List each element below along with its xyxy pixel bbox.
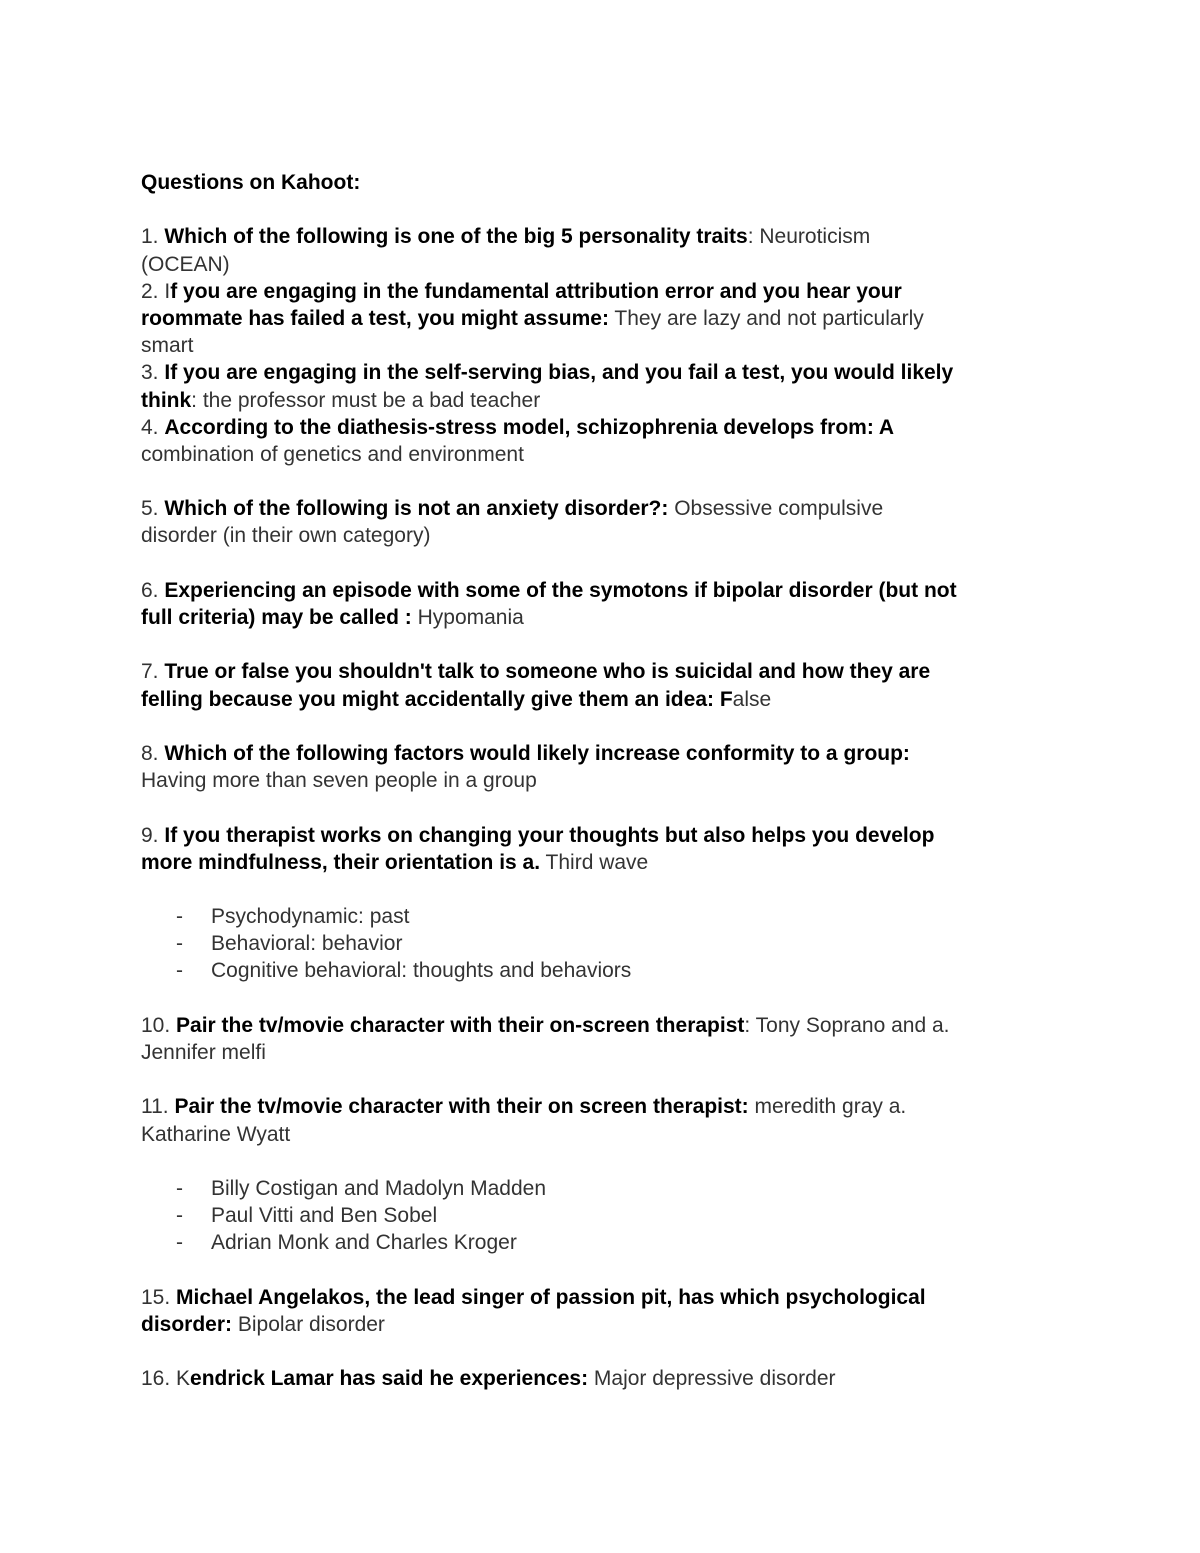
question-text: Questions on Kahoot: — [141, 171, 361, 194]
blank-line — [141, 196, 1081, 223]
answer-text: meredith gray a. — [748, 1095, 907, 1119]
answer-text: They are lazy and not particularly — [608, 306, 924, 330]
text-line — [141, 1012, 1081, 1039]
text-line — [141, 223, 1081, 250]
question-text: Which of the following is one of the big 5 personality traits — [164, 225, 748, 249]
answer-text: smart — [141, 334, 194, 358]
question-text: Which of the following factors would likely increase conformity to a group: — [164, 741, 910, 765]
answer-text: Paul Vitti and Ben Sobel — [211, 1204, 438, 1228]
question-text: If you therapist works on changing your thoughts but also helps you develop — [164, 823, 935, 847]
answer-text: 16. K — [141, 1367, 191, 1391]
answer-text: disorder (in their own category) — [141, 524, 431, 548]
bullet-dash: - — [176, 1204, 183, 1228]
blank-line — [141, 794, 1081, 821]
text-line — [141, 278, 1081, 305]
answer-text: 1. — [141, 225, 165, 249]
text-line — [141, 1093, 1081, 1120]
blank-line — [141, 1257, 1081, 1284]
question-text: Pair the tv/movie character with their on screen therapist: — [174, 1095, 749, 1119]
blank-line — [141, 876, 1081, 903]
answer-text: 10. — [141, 1013, 177, 1037]
answer-text: combination of genetics and environment — [141, 442, 524, 466]
text-line — [141, 1365, 1081, 1392]
answer-text: 3. — [141, 361, 165, 385]
answer-text: Billy Costigan and Madolyn Madden — [211, 1176, 547, 1200]
answer-text: Psychodynamic: past — [211, 905, 410, 929]
bullet-item — [141, 1175, 1081, 1202]
question-text: Which of the following is not an anxiety disorder?: — [164, 497, 669, 521]
blank-line — [141, 550, 1081, 577]
answer-text: 11. — [141, 1095, 175, 1119]
question-text: f you are engaging in the fundamental attribution error and you hear your — [170, 279, 902, 303]
answer-text: 8. — [141, 741, 165, 765]
question-text: Pair the tv/movie character with their on-screen therapist — [176, 1013, 745, 1037]
text-line — [141, 441, 1081, 468]
answer-text: 5. — [141, 497, 165, 521]
text-line — [141, 740, 1081, 767]
question-text: endrick Lamar has said he experiences: — [190, 1367, 589, 1391]
bullet-dash: - — [176, 905, 183, 929]
text-line — [141, 522, 1081, 549]
answer-text: Third wave — [540, 850, 649, 874]
question-text: True or false you shouldn't talk to someone who is suicidal and how they are — [164, 660, 931, 684]
text-line — [141, 169, 1081, 196]
blank-line — [141, 1338, 1081, 1365]
question-text: felling because you might accidentally give them an idea: F — [141, 687, 733, 711]
answer-text: alse — [732, 687, 772, 711]
answer-text: 6. — [141, 578, 165, 602]
answer-text: 7. — [141, 660, 165, 684]
text-line — [141, 414, 1081, 441]
answer-text: Bipolar disorder — [232, 1312, 385, 1336]
bullet-item — [141, 1202, 1081, 1229]
answer-text: Katharine Wyatt — [141, 1122, 291, 1146]
blank-line — [141, 985, 1081, 1012]
text-line — [141, 251, 1081, 278]
answer-text: Adrian Monk and Charles Kroger — [211, 1231, 517, 1255]
answer-text: Jennifer melfi — [141, 1041, 266, 1064]
question-text: If you are engaging in the self-serving bias, and you fail a test, you would likely — [164, 361, 954, 385]
answer-text: 2. I — [141, 279, 171, 303]
question-text: Experiencing an episode with some of the symotons if bipolar disorder (but not — [164, 578, 957, 602]
bullet-dash: - — [176, 1176, 183, 1200]
bullet-item — [141, 930, 1081, 957]
text-line — [141, 1121, 1081, 1148]
text-line — [141, 822, 1081, 849]
answer-text: : Tony Soprano and a. — [744, 1013, 950, 1037]
question-text: disorder: — [141, 1312, 233, 1336]
text-line — [141, 658, 1081, 685]
bullet-dash: - — [176, 1231, 183, 1255]
answer-text: Major depressive disorder — [588, 1367, 836, 1391]
blank-line — [141, 631, 1081, 658]
blank-line — [141, 468, 1081, 495]
text-line — [141, 849, 1081, 876]
text-line — [141, 1039, 1081, 1066]
text-line — [141, 686, 1081, 713]
text-line — [141, 332, 1081, 359]
answer-text: (OCEAN) — [141, 252, 230, 276]
bullet-item — [141, 1229, 1081, 1256]
answer-text: Hypomania — [411, 606, 524, 629]
bullet-item — [141, 957, 1081, 984]
bullet-dash: - — [176, 959, 183, 983]
text-line — [141, 577, 1081, 604]
question-text: more mindfulness, their orientation is a. — [141, 850, 541, 874]
blank-line — [141, 1148, 1081, 1175]
answer-text: Cognitive behavioral: thoughts and behaviors — [211, 959, 632, 983]
text-line — [141, 305, 1081, 332]
text-line — [141, 387, 1081, 414]
answer-text: 4. — [141, 415, 165, 439]
blank-line — [141, 1066, 1081, 1093]
text-line — [141, 767, 1081, 794]
answer-text: : the professor must be a bad teacher — [191, 388, 541, 412]
answer-text: 9. — [141, 823, 165, 847]
document-body — [141, 169, 1081, 1392]
text-line — [141, 1284, 1081, 1311]
bullet-item — [141, 903, 1081, 930]
answer-text: Having more than seven people in a group — [141, 769, 537, 793]
answer-text: Behavioral: behavior — [211, 932, 403, 956]
text-line — [141, 1311, 1081, 1338]
answer-text: 15. — [141, 1285, 177, 1309]
text-line — [141, 604, 1081, 631]
question-text: full criteria) may be called : — [141, 606, 412, 629]
question-text: Michael Angelakos, the lead singer of passion pit, has which psychological — [176, 1285, 926, 1309]
text-line — [141, 495, 1081, 522]
blank-line — [141, 713, 1081, 740]
question-text: think — [141, 388, 192, 412]
bullet-dash: - — [176, 932, 183, 956]
question-text: According to the diathesis-stress model, schizophrenia develops from: A — [164, 415, 895, 439]
answer-text: Obsessive compulsive — [668, 497, 884, 521]
text-line — [141, 359, 1081, 386]
question-text: roommate has failed a test, you might assume: — [141, 306, 609, 330]
answer-text: : Neuroticism — [747, 225, 871, 249]
